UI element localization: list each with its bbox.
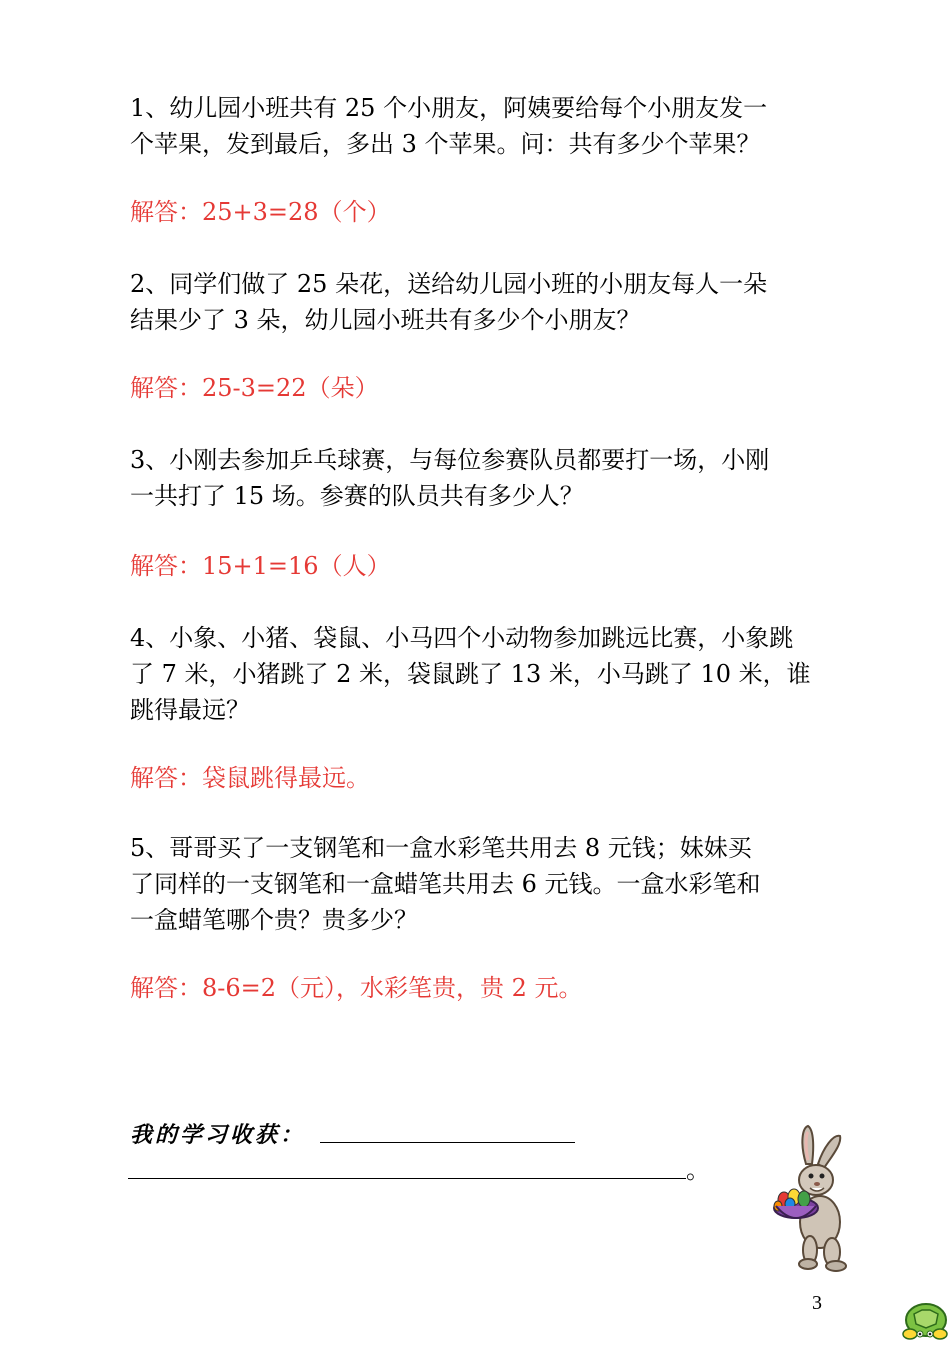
question-2-line-1: 2、同学们做了 25 朵花，送给幼儿园小班的小朋友每人一朵 (130, 270, 768, 298)
page-number: 3 (812, 1292, 822, 1314)
question-5-line-3: 一盒蜡笔哪个贵？贵多少？ (130, 906, 418, 934)
answer-1: 解答：25+3=28（个） (130, 198, 391, 226)
question-4-line-1: 4、小象、小猪、袋鼠、小马四个小动物参加跳远比赛，小象跳 (130, 624, 794, 652)
question-5-line-1: 5、哥哥买了一支钢笔和一盒水彩笔共用去 8 元钱；妹妹买 (130, 834, 752, 862)
question-1 (130, 90, 830, 162)
answer-2: 解答：25-3=22（朵） (130, 374, 379, 402)
question-3 (130, 442, 830, 514)
harvest-blank-line-2 (128, 1178, 686, 1179)
question-3-line-2: 一共打了 15 场。参赛的队员共有多少人？ (130, 482, 584, 510)
question-5-line-2: 了同样的一支钢笔和一盒蜡笔共用去 6 元钱。一盒水彩笔和 (130, 870, 761, 898)
answer-3: 解答：15+1=16（人） (130, 552, 391, 580)
harvest-period: 。 (686, 1156, 710, 1184)
answer-4: 解答：袋鼠跳得最远。 (130, 764, 370, 792)
question-1-line-1: 1、幼儿园小班共有 25 个小朋友，阿姨要给每个小朋友发一 (130, 94, 768, 122)
harvest-blank-line-1 (320, 1142, 575, 1143)
question-3-line-1: 3、小刚去参加乒乓球赛，与每位参赛队员都要打一场，小刚 (130, 446, 770, 474)
question-5 (130, 830, 830, 938)
question-1-line-2: 个苹果，发到最后，多出 3 个苹果。问：共有多少个苹果？ (130, 130, 761, 158)
question-4-line-2: 了 7 米，小猪跳了 2 米，袋鼠跳了 13 米，小马跳了 10 米，谁 (130, 660, 811, 688)
harvest-label: 我的学习收获： (130, 1122, 306, 1148)
question-4-line-3: 跳得最远？ (130, 696, 250, 724)
bunny-with-easter-eggs-icon (762, 1124, 857, 1274)
green-turtle-icon (900, 1296, 950, 1342)
question-4 (130, 620, 830, 728)
question-2-line-2: 结果少了 3 朵，幼儿园小班共有多少个小朋友？ (130, 306, 641, 334)
question-2 (130, 266, 830, 338)
answer-5: 解答：8-6=2（元），水彩笔贵，贵 2 元。 (130, 974, 583, 1002)
